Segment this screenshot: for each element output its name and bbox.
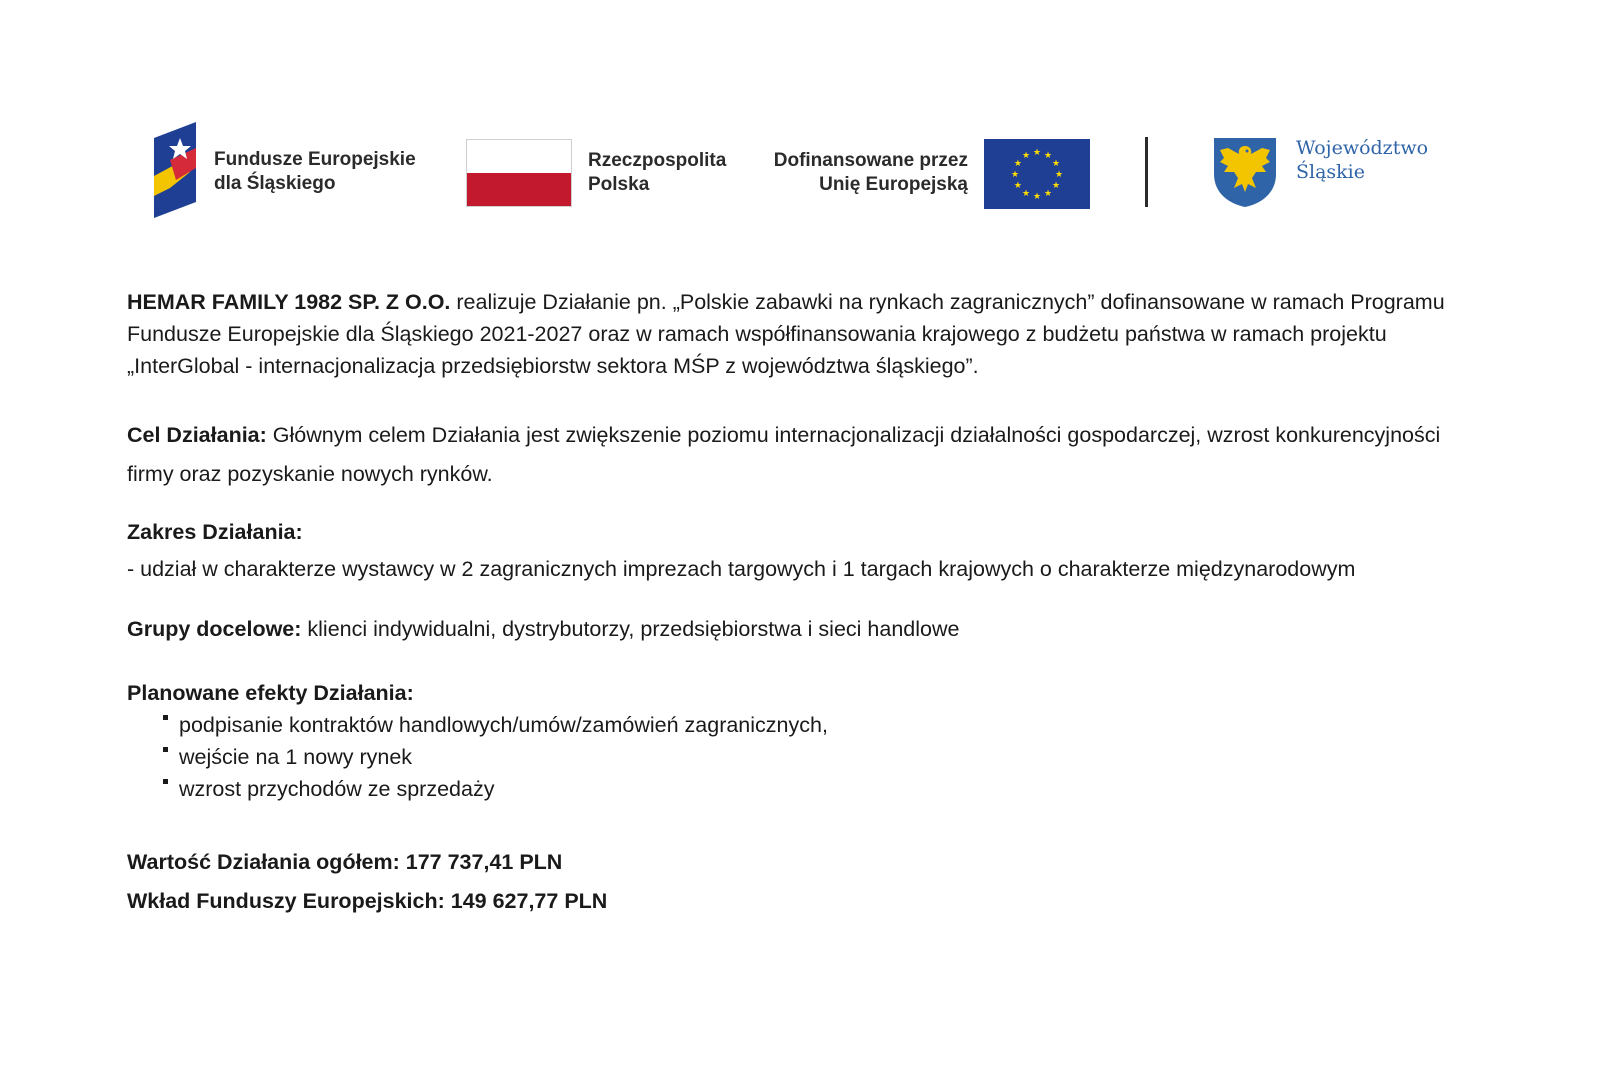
eu-star-icon: ★ bbox=[1010, 169, 1020, 179]
list-item bbox=[163, 709, 1457, 741]
effects-list bbox=[127, 709, 1457, 805]
bullet-icon bbox=[163, 747, 168, 752]
effect-item-text: wzrost przychodów ze sprzedaży bbox=[179, 777, 495, 801]
groups-label: Grupy docelowe: bbox=[127, 617, 302, 641]
goal-text: Głównym celem Działania jest zwiększenie poziomu internacjonalizacji działalności gospodarczej, wzrost konkurencyjności firmy oraz pozyskanie nowych rynków. bbox=[127, 423, 1441, 486]
region-logo-text bbox=[1296, 136, 1428, 184]
eu-star-icon: ★ bbox=[1052, 180, 1061, 190]
effect-item-text: podpisanie kontraktów handlowych/umów/zamówień zagranicznych, bbox=[179, 713, 828, 737]
fe-logo-text bbox=[214, 148, 416, 196]
eu-star-icon: ★ bbox=[1054, 169, 1064, 179]
fe-logo-line1: Fundusze Europejskie bbox=[214, 149, 416, 170]
document-body bbox=[127, 286, 1457, 921]
groups-text: klienci indywidualni, dystrybutorzy, przedsiębiorstwa i sieci handlowe bbox=[301, 617, 960, 641]
pl-logo-text bbox=[588, 149, 726, 197]
fe-logo bbox=[150, 122, 440, 218]
eu-star-icon: ★ bbox=[1021, 149, 1031, 160]
bullet-icon bbox=[163, 715, 168, 720]
eu-star-icon: ★ bbox=[1043, 149, 1053, 160]
region-logo-line1: Województwo bbox=[1296, 137, 1429, 159]
total-value: Wartość Działania ogółem: 177 737,41 PLN bbox=[127, 850, 563, 874]
eu-logo bbox=[760, 139, 1090, 209]
scope-heading: Zakres Działania: bbox=[127, 520, 303, 544]
pl-logo-line1: Rzeczpospolita bbox=[588, 150, 727, 171]
list-item bbox=[163, 773, 1457, 805]
intro-text: realizuje Działanie pn. „Polskie zabawki na rynkach zagranicznych” dofinansowane w ramach Programu Fundusze Europejskie dla Śląskiego 2021-2027 oraz w ramach współfinansowania krajowego z budżetu państwa w ramach projektu „InterGlobal - internacjonalizacja przedsiębiorstw sektora MŚP z województwa śląskiego”. bbox=[127, 290, 1445, 378]
bullet-icon bbox=[163, 779, 168, 784]
goal-label: Cel Działania: bbox=[127, 423, 267, 447]
eu-star-icon: ★ bbox=[1043, 188, 1053, 199]
region-coat-of-arms-icon bbox=[1212, 136, 1278, 208]
fe-emblem-icon bbox=[150, 122, 206, 218]
logo-bar bbox=[150, 122, 1450, 218]
eu-star-icon: ★ bbox=[1052, 158, 1061, 168]
pl-logo bbox=[466, 139, 746, 209]
pl-logo-line2: Polska bbox=[588, 174, 650, 195]
eu-flag-icon bbox=[984, 139, 1090, 209]
eu-logo-line2: Unię Europejską bbox=[819, 174, 968, 195]
goal-paragraph bbox=[127, 416, 1457, 494]
intro-paragraph bbox=[127, 286, 1457, 382]
eu-star-icon: ★ bbox=[1032, 191, 1042, 201]
logo-divider bbox=[1145, 137, 1148, 207]
eu-star-icon: ★ bbox=[1013, 158, 1022, 168]
eu-contribution-value: Wkład Funduszy Europejskich: 149 627,77 PLN bbox=[127, 889, 608, 913]
region-logo bbox=[1212, 136, 1452, 208]
list-item bbox=[163, 741, 1457, 773]
groups-paragraph bbox=[127, 613, 1457, 645]
company-name: HEMAR FAMILY 1982 SP. Z O.O. bbox=[127, 290, 451, 314]
effects-heading: Planowane efekty Działania: bbox=[127, 681, 414, 705]
scope-text: - udział w charakterze wystawcy w 2 zagranicznych imprezach targowych i 1 targach krajowych o charakterze międzynarodowym bbox=[127, 557, 1356, 581]
polish-flag-icon bbox=[466, 139, 572, 207]
eu-star-icon: ★ bbox=[1032, 147, 1042, 157]
region-logo-line2: Śląskie bbox=[1296, 161, 1366, 183]
fe-logo-line2: dla Śląskiego bbox=[214, 173, 336, 194]
eu-logo-line1: Dofinansowane przez bbox=[773, 150, 968, 171]
effect-item-text: wejście na 1 nowy rynek bbox=[179, 745, 413, 769]
eu-star-icon: ★ bbox=[1021, 188, 1031, 199]
eu-star-icon: ★ bbox=[1013, 180, 1022, 190]
eu-logo-text bbox=[774, 149, 968, 197]
